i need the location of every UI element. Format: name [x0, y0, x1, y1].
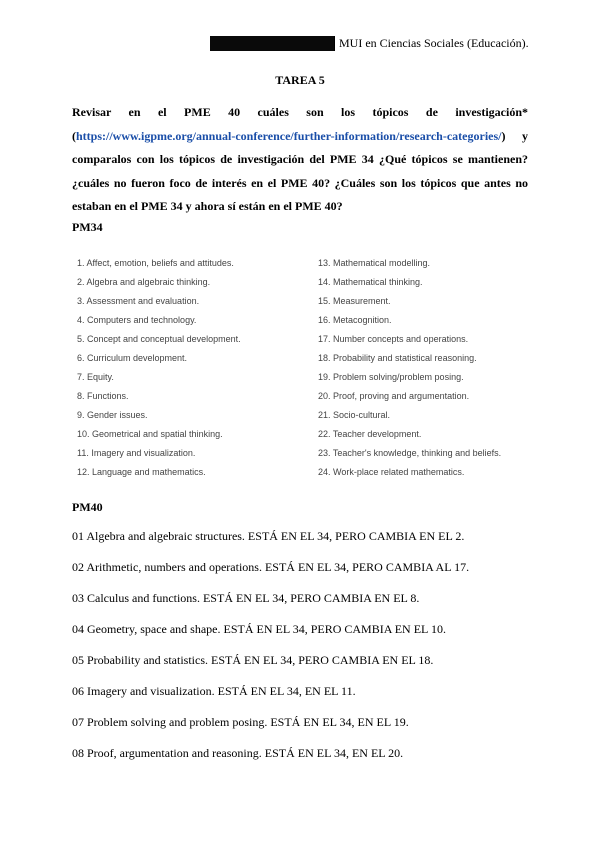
- pm34-topic-item: 5. Concept and conceptual development.: [77, 334, 241, 344]
- pm40-topic-item: 07 Problem solving and problem posing. ESTÁ EN EL 34, EN EL 19.: [72, 715, 409, 729]
- document-title: TAREA 5: [275, 73, 325, 87]
- redacted-name-block: [210, 36, 335, 51]
- pm34-topic-item: 22. Teacher development.: [318, 429, 422, 439]
- task-text-before: Revisar en el PME 40 cuáles son los tópicos de investigación* (: [72, 105, 528, 143]
- pm34-topic-item: 12. Language and mathematics.: [77, 467, 206, 477]
- task-text-after: ) y comparalos con los tópicos de investigación del PME 34 ¿Qué tópicos se mantienen? ¿cuáles no fueron foco de interés en el PME 40? ¿Cuáles son los tópicos que antes no estaban en el PME 34 y ahora sí están en el PME 40?: [72, 128, 528, 213]
- pm40-heading: PM40: [72, 500, 103, 514]
- pm34-topic-item: 16. Metacognition.: [318, 315, 392, 325]
- pm40-topic-item: 03 Calculus and functions. ESTÁ EN EL 34, PERO CAMBIA EN EL 8.: [72, 591, 420, 605]
- pm34-topic-item: 2. Algebra and algebraic thinking.: [77, 277, 211, 287]
- pm34-topic-item: 13. Mathematical modelling.: [318, 258, 431, 268]
- pm34-topic-item: 20. Proof, proving and argumentation.: [318, 391, 470, 401]
- pm34-topic-item: 9. Gender issues.: [77, 410, 148, 420]
- pm34-topic-item: 6. Curriculum development.: [77, 353, 188, 363]
- pm40-topic-item: 06 Imagery and visualization. ESTÁ EN EL 34, EN EL 11.: [72, 684, 356, 698]
- pm34-topic-item: 14. Mathematical thinking.: [318, 277, 423, 287]
- pm40-topic-item: 08 Proof, argumentation and reasoning. ESTÁ EN EL 34, EN EL 20.: [72, 746, 404, 760]
- pm34-topic-item: 18. Probability and statistical reasoning.: [318, 353, 477, 363]
- pm40-topic-item: 01 Algebra and algebraic structures. ESTÁ EN EL 34, PERO CAMBIA EN EL 2.: [72, 529, 465, 543]
- pm34-heading: PM34: [72, 220, 103, 234]
- pm34-topic-item: 8. Functions.: [77, 391, 129, 401]
- pm40-topic-list: [72, 528, 552, 776]
- pm40-topic-item: 05 Probability and statistics. ESTÁ EN EL 34, PERO CAMBIA EN EL 18.: [72, 653, 434, 667]
- pm34-topic-item: 7. Equity.: [77, 372, 114, 382]
- pm34-topic-item: 21. Socio-cultural.: [318, 410, 391, 420]
- pm34-topic-item: 3. Assessment and evaluation.: [77, 296, 200, 306]
- task-paragraph: [72, 101, 528, 219]
- pm34-topic-item: 4. Computers and technology.: [77, 315, 197, 325]
- pm40-topic-item: 04 Geometry, space and shape. ESTÁ EN EL 34, PERO CAMBIA EN EL 10.: [72, 622, 446, 636]
- research-categories-link[interactable]: https://www.igpme.org/annual-conference/further-information/research-categories/: [76, 128, 502, 143]
- header-text: MUI en Ciencias Sociales (Educación).: [339, 35, 529, 50]
- pm34-topic-item: 11. Imagery and visualization.: [77, 448, 196, 458]
- pm34-topic-item: 19. Problem solving/problem posing.: [318, 372, 464, 382]
- pm34-topic-item: 23. Teacher's knowledge, thinking and beliefs.: [318, 448, 502, 458]
- pm34-topic-item: 24. Work-place related mathematics.: [318, 467, 465, 477]
- pm34-topic-item: 10. Geometrical and spatial thinking.: [77, 429, 223, 439]
- pm34-topic-item: 15. Measurement.: [318, 296, 391, 306]
- page-header: [210, 35, 529, 51]
- pm34-topic-item: 1. Affect, emotion, beliefs and attitudes.: [77, 258, 234, 268]
- pm34-topic-list: [77, 254, 527, 482]
- pm40-topic-item: 02 Arithmetic, numbers and operations. ESTÁ EN EL 34, PERO CAMBIA AL 17.: [72, 560, 470, 574]
- pm34-topic-item: 17. Number concepts and operations.: [318, 334, 469, 344]
